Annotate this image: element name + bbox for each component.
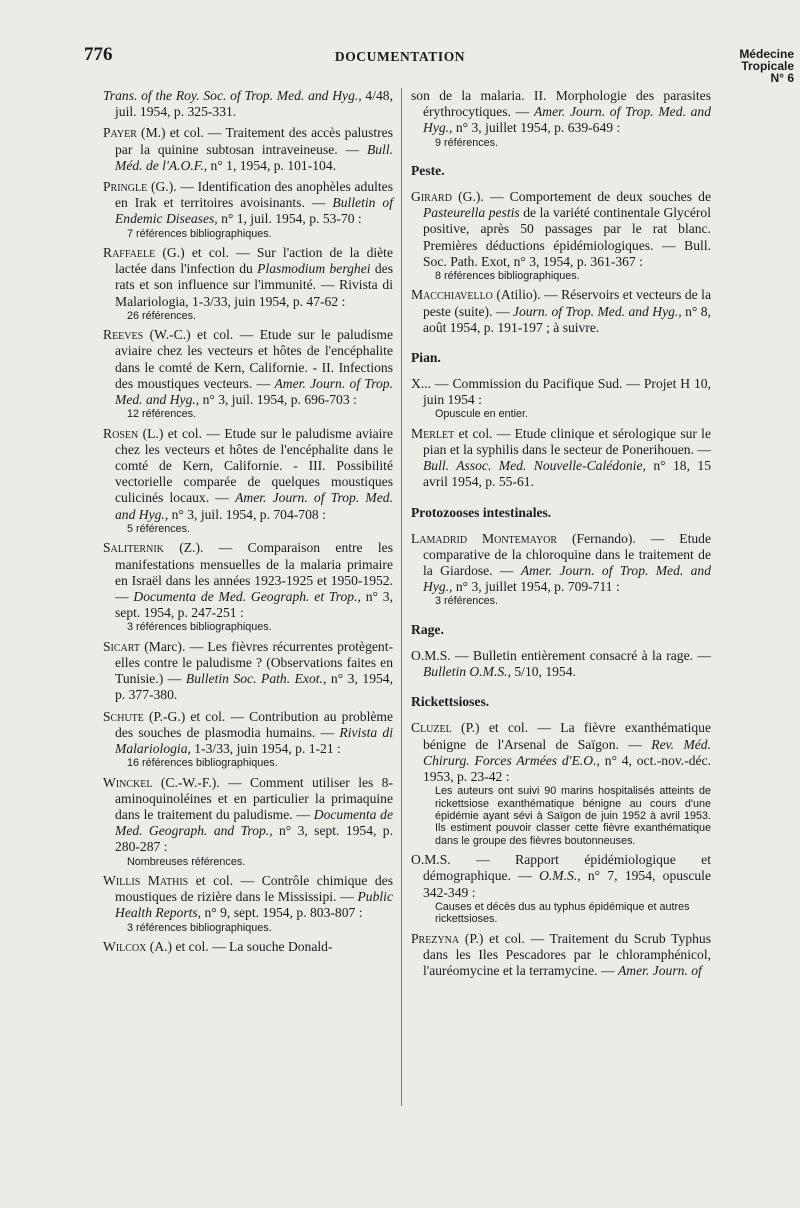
entry-publication: Amer. Journ. of Trop. Med. and Hyg., bbox=[115, 490, 393, 522]
entry-reference: de la variété continentale Glycérol positive, après 50 passages par le rat blanc. Premières déductions épidémiologiques. — Bull. Soc. Path. Exot, n° 3, 1954, p. 361-367 : bbox=[423, 205, 712, 269]
page-number: 776 bbox=[84, 44, 113, 65]
entry-text: (P.) et col. — Traitement du Scrub Typhus dans les Iles Pescadores par le chloramphénicol, l'auréomycine et la terramycine. — bbox=[423, 930, 711, 978]
entry-publication: Journ. of Trop. Med. and Hyg., bbox=[512, 303, 682, 319]
section-heading: Rage. bbox=[411, 621, 444, 637]
section-heading: Protozooses intestinales. bbox=[411, 504, 552, 520]
entry-publication: Amer. Journ. of bbox=[617, 962, 702, 978]
entry-author: Raffaele bbox=[103, 245, 156, 261]
entry-author: Rosen bbox=[103, 425, 139, 441]
entry-author: Prezyna bbox=[411, 930, 460, 946]
entry-note: 7 références bibliographiques. bbox=[127, 227, 272, 240]
entry-publication: Rev. Méd. Chirurg. Forces Armées d'E.O., bbox=[423, 736, 711, 768]
entry-text: — Bulletin entièrement consacré à la rage. — bbox=[450, 647, 711, 663]
entry-publication: Pasteurella pestis bbox=[423, 205, 520, 221]
entry-reference: n° 18, 15 avril 1954, p. 55-61. bbox=[423, 458, 711, 490]
entry-text: (C.-W.-F.). — Comment utiliser les 8-aminoquinoléines et en particulier la primaquine dans le traitement du paludisme. — bbox=[115, 774, 393, 822]
right-column bbox=[411, 88, 711, 984]
bibliography-entry bbox=[411, 287, 711, 336]
entry-text: (G.). — Identification des anophèles adultes en Irak et territoires avoisinants. — bbox=[115, 179, 393, 211]
entry-reference: n° 3, sept. 1954, p. 280-287 : bbox=[115, 823, 393, 855]
entry-author: Saliternik bbox=[103, 540, 164, 556]
entry-reference: des rats et son influence sur l'immunité. — Rivista di Malariologia, 1-3/33, juin 1954, p. 47-62 : bbox=[115, 261, 393, 309]
entry-reference: n° 3, 1954, p. 377-380. bbox=[115, 671, 393, 703]
bibliography-entry bbox=[411, 648, 711, 680]
entry-text: (M.) et col. — Traitement des accès palustres par la quinine subtosan intraveineuse. — bbox=[115, 125, 393, 157]
entry-publication: Rivista di Malariologia, bbox=[115, 724, 393, 756]
entry-text: (Atilio). — Réservoirs et vecteurs de la peste (suite). — bbox=[423, 287, 711, 319]
entry-author: Winckel bbox=[103, 774, 153, 790]
entry-text: et col. — Contrôle chimique des moustiques de rizière dans le Mississipi. — bbox=[115, 872, 394, 905]
entry-note: 5 références. bbox=[127, 522, 191, 535]
journal-tag-line: Médecine bbox=[739, 47, 794, 61]
bibliography-entry bbox=[103, 426, 393, 536]
bibliography-entry bbox=[411, 852, 711, 925]
bibliography-entry bbox=[411, 531, 711, 608]
bibliography-entry bbox=[103, 179, 393, 240]
page-title: DOCUMENTATION bbox=[334, 49, 466, 64]
bibliography-entry bbox=[411, 931, 711, 980]
entry-publication: Bull. Assoc. Med. Nouvelle-Calédonie, bbox=[423, 458, 646, 474]
entry-reference: n° 3, juillet 1954, p. 709-711 : bbox=[452, 579, 620, 595]
bibliography-entry bbox=[103, 873, 393, 934]
entry-note: 3 références bibliographiques. bbox=[127, 621, 272, 634]
entry-note: 9 références. bbox=[435, 136, 499, 149]
entry-publication: O.M.S., bbox=[539, 868, 581, 884]
entry-reference: n° 3, juillet 1954, p. 639-649 : bbox=[452, 120, 621, 136]
entry-publication: Trans. of the Roy. Soc. of Trop. Med. and Hyg., bbox=[103, 88, 362, 103]
entry-text: (P.-G.) et col. — Contribution au problème des souches de plasmodia humains. — bbox=[115, 708, 393, 740]
entry-note: 16 références bibliographiques. bbox=[127, 757, 278, 770]
entry-text: (Fernando). — Etude comparative de la chloroquine dans le traitement de la Giardose. — bbox=[423, 530, 711, 579]
entry-reference: n° 4, oct.-nov.-déc. 1953, p. 23-42 : bbox=[423, 752, 711, 784]
entry-publication: Bulletin O.M.S., bbox=[423, 664, 511, 680]
entry-reference: 1-3/33, juin 1954, p. 1-21 : bbox=[190, 740, 341, 756]
entry-note: Les auteurs ont suivi 90 marins hospitalisés atteints de rickettsiose exanthématique bénigne au cours d'une épidémie ayant sévi à Saïgon de juin 1952 à avril 1953. Ils estiment pouvoir classer cette fièvre exanthématique dans le groupe des fièvres boutonneuses. bbox=[435, 785, 711, 847]
entry-note: 3 références bibliographiques. bbox=[127, 921, 272, 934]
entry-text: — Commission du Pacifique Sud. — Projet H 10, juin 1954 : bbox=[423, 376, 711, 408]
entry-text: (L.) et col. — Etude sur le paludisme aviaire chez les vecteurs et hôtes de l'encéphalite dans le comté de Kern, Californie. - III. Possibilité vectorielle comparée de quelques moustiques culicinés locaux. — bbox=[115, 425, 393, 506]
entry-text: (G.). — Comportement de deux souches de bbox=[451, 189, 711, 205]
entry-author: Payer bbox=[103, 125, 137, 141]
section-heading: Peste. bbox=[411, 163, 445, 179]
entry-note: 26 références. bbox=[127, 309, 197, 322]
bibliography-entry bbox=[103, 327, 393, 420]
entry-note: 8 références bibliographiques. bbox=[435, 270, 580, 283]
entry-author: Girard bbox=[411, 189, 452, 205]
entry-reference: n° 8, août 1954, p. 191-197 ; à suivre. bbox=[423, 303, 711, 335]
entry-publication: Bulletin of Endemic Diseases, bbox=[115, 195, 393, 227]
entry-author: Macchiavello bbox=[411, 287, 493, 303]
entry-publication: Documenta de Med. Geograph. et Trop., bbox=[133, 588, 361, 604]
entry-note: Causes et décès dus au typhus épidémique et autres rickettsioses. bbox=[435, 900, 690, 926]
entry-text: (G.) et col. — Sur l'action de la diète lactée dans l'infection du bbox=[115, 245, 393, 277]
entry-text: — Rapport épidémiologique et démographique. — bbox=[423, 852, 711, 884]
entry-publication: Bulletin Soc. Path. Exot., bbox=[185, 671, 327, 687]
entry-note: Nombreuses références. bbox=[127, 855, 246, 868]
entry-text: (W.-C.) et col. — Etude sur le paludisme aviaire chez les vecteurs et hôtes de l'encéphalite dans le comté de Kern, Californie. - II. Infections des moustiques vecteurs. — bbox=[115, 327, 393, 391]
bibliography-entry bbox=[103, 88, 393, 120]
entry-author: Merlet bbox=[411, 425, 455, 441]
entry-publication: Plasmodium berghei bbox=[257, 261, 371, 277]
entry-reference: n° 1, 1954, p. 101-104. bbox=[207, 157, 337, 173]
entry-reference: 4/48, juil. 1954, p. 325-331. bbox=[115, 88, 393, 120]
entry-reference: n° 7, 1954, opuscule 342-349 : bbox=[423, 868, 711, 900]
entry-publication: Amer. Journ. of Trop. Med. and Hyg., bbox=[423, 104, 711, 136]
entry-publication: Bull. Méd. de l'A.O.F., bbox=[115, 141, 393, 173]
bibliography-entry bbox=[103, 709, 393, 770]
entry-note: Opuscule en entier. bbox=[435, 408, 529, 421]
entry-reference: n° 3, sept. 1954, p. 247-251 : bbox=[115, 588, 393, 621]
bibliography-entry bbox=[103, 540, 393, 633]
entry-reference: n° 3, juil. 1954, p. 704-708 : bbox=[168, 506, 326, 522]
entry-note: 3 références. bbox=[435, 595, 499, 608]
section-heading: Rickettsioses. bbox=[411, 694, 490, 710]
entry-text: son de la malaria. II. Morphologie des parasites érythrocytiques. — bbox=[411, 88, 711, 120]
bibliography-entry bbox=[411, 88, 711, 149]
entry-author: Reeves bbox=[103, 327, 144, 343]
bibliography-entry bbox=[103, 125, 393, 174]
bibliography-entry bbox=[411, 426, 711, 491]
entry-author: Sicart bbox=[103, 638, 140, 654]
entry-text: et col. — Etude clinique et sérologique sur le pian et la syphilis dans le secteur de Ponerihouen. — bbox=[423, 425, 711, 458]
journal-tag-line: Tropicale bbox=[741, 59, 794, 73]
entry-publication: Public Health Reports, bbox=[115, 889, 393, 921]
entry-reference: n° 3, juil. 1954, p. 696-703 : bbox=[199, 392, 357, 408]
entry-author: Pringle bbox=[103, 179, 148, 195]
entry-publication: Amer. Journ. of Trop. Med. and Hyg., bbox=[423, 563, 711, 595]
entry-text: (P.) et col. — La fièvre exanthématique bénigne de l'Arsenal de Saïgon. — bbox=[423, 720, 711, 752]
bibliography-entry bbox=[103, 775, 393, 868]
bibliography-entry bbox=[411, 189, 711, 282]
journal-tag bbox=[739, 48, 794, 84]
column-divider bbox=[401, 88, 402, 1106]
entry-reference: n° 9, sept. 1954, p. 803-807 : bbox=[201, 905, 363, 921]
entry-author: Schute bbox=[103, 708, 144, 724]
bibliography-entry bbox=[411, 720, 711, 847]
entry-text: (Z.). — Comparaison entre les manifestations mensuelles de la malaria primaire en Israël dans les années 1923-1925 et 1950-1952. — bbox=[115, 540, 393, 604]
entry-publication: Documenta de Med. Geograph. and Trop., bbox=[115, 806, 393, 839]
entry-author: O.M.S. bbox=[411, 647, 451, 663]
entry-reference: 5/10, 1954. bbox=[510, 664, 576, 680]
left-column bbox=[103, 88, 393, 960]
entry-author: Willis Mathis bbox=[103, 872, 189, 888]
bibliography-entry bbox=[103, 639, 393, 704]
entry-author: Wilcox bbox=[103, 938, 147, 954]
bibliography-entry bbox=[411, 376, 711, 421]
entry-reference: n° 1, juil. 1954, p. 53-70 : bbox=[217, 211, 362, 227]
journal-tag-line: N° 6 bbox=[770, 71, 794, 85]
entry-author: Cluzel bbox=[411, 720, 452, 736]
bibliography-entry bbox=[103, 939, 393, 955]
entry-author: Lamadrid Montemayor bbox=[411, 530, 558, 546]
section-heading: Pian. bbox=[411, 350, 441, 366]
entry-author: O.M.S. bbox=[411, 852, 451, 868]
entry-text: (Marc). — Les fièvres récurrentes protègent-elles contre le paludisme ? (Observations faites en Tunisie.) — bbox=[115, 638, 393, 687]
bibliography-entry bbox=[103, 245, 393, 322]
entry-note: 12 références. bbox=[127, 408, 197, 421]
entry-author: X... bbox=[411, 376, 432, 392]
entry-text: (A.) et col. — La souche Donald- bbox=[146, 938, 333, 954]
entry-publication: Amer. Journ. of Trop. Med. and Hyg., bbox=[115, 375, 393, 408]
